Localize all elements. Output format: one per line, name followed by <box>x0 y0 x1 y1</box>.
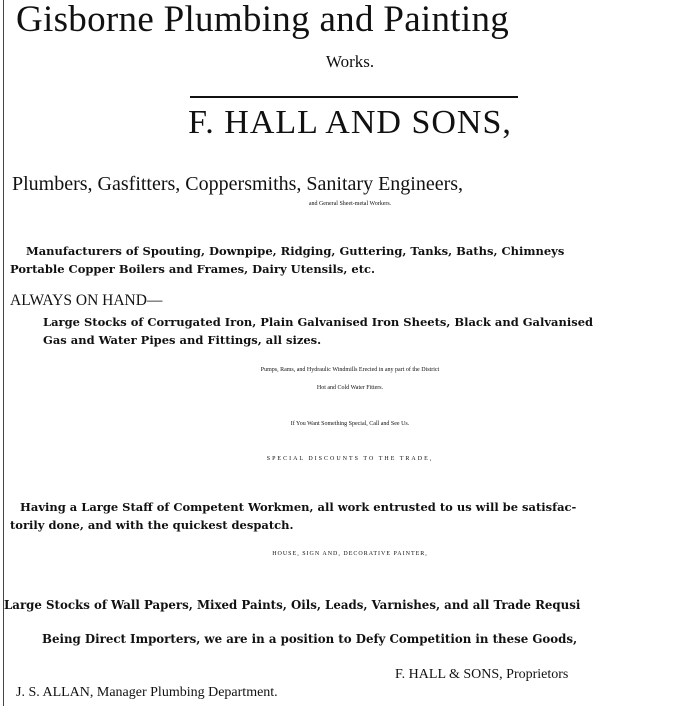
stocks-line-1: Large Stocks of Corrugated Iron, Plain Galvanised Iron Sheets, Black and Galvanised <box>43 315 594 329</box>
manager-line: J. S. ALLAN, Manager Plumbing Department. <box>16 685 278 700</box>
stocks-line-2: Gas and Water Pipes and Fittings, all sizes. <box>43 333 322 347</box>
heading-line-1: Gisborne Plumbing and Painting <box>16 0 510 40</box>
firm-name: F. HALL AND SONS, <box>188 104 512 141</box>
importers-line: Being Direct Importers, we are in a position to Defy Competition in these Goods, <box>42 632 578 646</box>
pumps-line-2: Hot and Cold Water Fitters. <box>316 385 384 391</box>
always-on-hand-heading: ALWAYS ON HAND— <box>10 292 163 309</box>
trades-line-2: and General Sheet-metal Workers. <box>308 201 392 207</box>
manufacturers-line-1: Manufacturers of Spouting, Downpipe, Ridging, Guttering, Tanks, Baths, Chimneys <box>26 244 565 258</box>
pumps-line-1: Pumps, Rams, and Hydraulic Windmills Erected in any part of the District <box>260 367 440 373</box>
proprietors-line: F. HALL & SONS, Proprietors <box>395 667 569 682</box>
discounts-line: SPECIAL DISCOUNTS TO THE TRADE, <box>266 456 434 462</box>
heading-line-2: Works. <box>325 52 375 71</box>
painter-line: HOUSE, SIGN AND, DECORATIVE PAINTER, <box>272 551 428 557</box>
heading-divider <box>190 96 518 98</box>
staff-line-2: torily done, and with the quickest despatch. <box>10 518 294 532</box>
staff-line-1: Having a Large Staff of Competent Workmen, all work entrusted to us will be satisfac- <box>20 500 577 514</box>
trades-line-1: Plumbers, Gasfitters, Coppersmiths, Sanitary Engineers, <box>12 173 464 195</box>
special-line: If You Want Something Special, Call and See Us. <box>290 421 410 427</box>
manufacturers-line-2: Portable Copper Boilers and Frames, Dairy Utensils, etc. <box>10 262 376 276</box>
wall-papers-line: Large Stocks of Wall Papers, Mixed Paints, Oils, Leads, Varnishes, and all Trade Requsi <box>4 598 581 612</box>
